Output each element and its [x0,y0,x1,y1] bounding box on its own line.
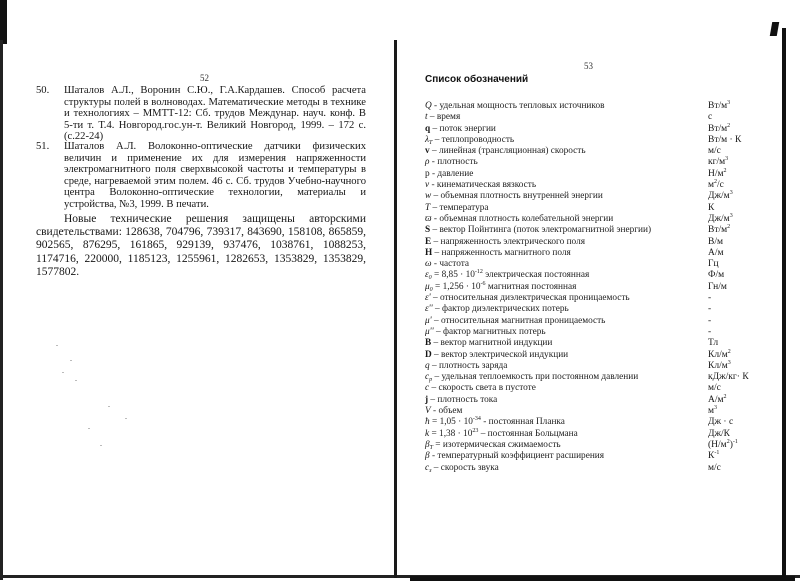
symbol: μ'' [425,326,434,337]
symbol-description: вектор Пойнтинга (поток электромагнитной энергии) [439,225,652,236]
symbol-unit: $м^2/с$ [708,179,724,191]
separator: – [429,146,439,157]
symbol-row [425,383,755,394]
symbol-row [425,112,755,123]
symbol-description: плотность заряда [438,360,508,371]
symbol-subscript: 0 [428,275,432,282]
symbol: $c_p$ [425,372,433,384]
symbol: E [425,236,432,247]
symbol-row [425,372,755,383]
symbols-list [425,101,755,474]
symbol-unit: Вт/м · К [708,134,742,145]
separator: – [432,304,442,315]
separator: – [431,315,441,326]
symbol-unit: $Дж/м^3$ [708,212,733,224]
symbol: ħ [425,417,430,428]
left-page [0,0,394,584]
scan-speck [88,428,90,429]
symbol-unit: кДж/кг· К [708,372,749,383]
patents-paragraph [36,213,366,279]
scan-speck [108,406,110,407]
unit-exponent: 2 [727,348,731,355]
symbol-unit: - [708,304,712,315]
symbol: j [425,394,429,405]
symbol-unit: - [708,315,712,326]
symbol-description: скорость света в пустоте [438,383,536,394]
symbol-description: изотермическая сжимаемость [442,439,561,450]
symbol-unit: м/с [708,146,721,157]
symbol-value: 1,38 · 10 [439,428,473,439]
symbol-unit: $К^{-1}$ [708,450,720,462]
scan-speck [70,360,72,361]
symbol-description: поток энергии [439,123,496,134]
symbol: v [425,146,430,157]
symbol-row [425,214,755,225]
scan-edge-right [782,28,786,578]
scan-speck [56,345,58,346]
symbol: S [425,225,431,236]
separator: - [429,168,438,179]
separator: – [431,349,442,360]
symbol-row [425,124,755,135]
symbol: $\varepsilon_0$ [425,270,432,282]
symbol-description: скорость звука [440,462,499,473]
separator: - [429,157,438,168]
symbol-description: вектор магнитной индукции [440,338,553,349]
symbol-unit: $кг/м^3$ [708,156,729,168]
symbol: w [425,191,432,202]
separator: – [431,236,441,247]
symbol-unit: $А/м^2$ [708,393,727,405]
symbol-description: кинематическая вязкость [436,180,537,191]
scan-speck [75,380,77,381]
symbol-value: 8,85 · 10 [441,270,475,281]
symbol-unit: $Вт/м^3$ [708,100,731,111]
symbol-row [425,440,755,451]
symbol-description: напряженность электрического поля [440,236,585,247]
symbol-unit: $Кл/м^2$ [708,348,731,360]
page-number: 53 [584,61,593,71]
separator: – [429,360,439,371]
separator: = [429,417,440,428]
reference-number: 50. [36,85,50,96]
symbol-unit: - [708,293,712,304]
symbol-description: температура [439,202,489,213]
symbol: $\mu_0$ [425,281,433,293]
scan-speck [62,372,64,373]
symbol-value: 1,05 · 10 [439,417,473,428]
symbol-unit: $Дж/м^3$ [708,190,733,202]
symbol: c [425,383,430,394]
symbol-description: – постоянная Больцмана [480,428,578,439]
symbol-row [425,157,755,168]
symbol-row [425,146,755,157]
separator: – [430,293,440,304]
symbol-unit: $м^3$ [708,405,718,417]
symbol-unit: А/м [708,247,724,258]
unit-exponent: 2 [723,167,727,174]
symbol-row [425,316,755,327]
symbol-description: фактор диэлектрических потерь [441,304,569,315]
symbol-description: относительная диэлектрическая проницаемость [439,293,630,304]
symbol: B [425,338,432,349]
symbol-description: - постоянная Планка [483,417,565,428]
symbol: H [425,247,433,258]
unit-exponent: 3 [729,212,733,219]
unit-exponent: -1 [732,438,738,445]
symbol-row [425,282,755,293]
symbol: p [425,168,430,179]
symbol: q [425,123,431,134]
section-title: Список обозначений [425,74,529,85]
symbol-unit: Дж · с [708,417,734,428]
symbol-row [425,338,755,349]
unit-exponent: 3 [725,156,729,163]
separator: – [428,394,438,405]
reference-item [36,141,366,211]
reference-number: 51. [36,141,50,152]
symbol-description: напряженность магнитного поля [441,247,571,258]
symbol: T [425,202,431,213]
symbol-row [425,350,755,361]
reference-item [36,85,366,143]
symbol-row [425,203,755,214]
symbol-subscript: 0 [429,286,433,293]
symbol-unit: $Вт/м^2$ [708,224,731,236]
symbol-row [425,304,755,315]
symbol-unit: м/с [708,383,721,394]
separator: - [430,406,439,417]
symbol-description: время [436,112,461,123]
symbol: V [425,406,431,417]
symbol-row [425,395,755,406]
symbol-description: объемная плотность внутренней энергии [440,191,603,202]
separator: – [430,225,440,236]
symbol: ϖ [425,213,432,224]
symbol-row [425,327,755,338]
symbol-unit: Тл [708,338,719,349]
symbol: $\beta_T$ [425,439,433,451]
separator: – [430,123,440,134]
symbol-description: удельная мощность тепловых источников [439,101,605,111]
separator: – [431,338,441,349]
symbol-description: линейная (трансляционная) скорость [438,146,586,157]
symbol: Q [425,101,432,111]
symbol-row [425,101,755,112]
symbol-unit: - [708,326,712,337]
symbol-unit: $Н/м^2$ [708,167,727,179]
symbol-value-exponent: 23 [472,427,479,434]
symbol: $\lambda_T$ [425,134,433,146]
separator: - [429,451,438,462]
symbol-value-exponent: -6 [480,280,486,287]
symbol-description: относительная магнитная проницаемость [440,315,606,326]
unit-exponent: 2 [714,179,718,186]
symbol-description: магнитная постоянная [487,281,577,292]
symbol: t [425,112,428,123]
unit-exponent: 2 [727,122,731,129]
symbol-unit: К [708,202,715,213]
symbol-row [425,293,755,304]
symbol-subscript: T [429,444,433,451]
symbol-subscript: T [429,139,433,146]
symbol-row [425,225,755,236]
symbol-subscript: p [429,377,433,384]
symbol: ω [425,259,432,270]
symbol-description: плотность [437,157,478,168]
patents-text: Новые технические решения защищены авторскими свидетельствами: 128638, 704796, 739317, 843690, 158108, 865859, 902565, 876295, 161865, 929139, 937476, 1038761, 1088253, 1174716, 220000, 1185123, 1255961, 1282653, 1353829, 1353829, 1577802. [36,213,366,278]
separator: – [427,112,437,123]
separator: = [431,270,442,281]
symbol-unit: $Кл/м^3$ [708,359,731,371]
symbol-value-exponent: -34 [472,416,481,423]
symbol-description: давление [437,168,474,179]
symbol-value-exponent: -12 [474,269,483,276]
scan-speck [125,418,127,419]
symbol-unit: Гн/м [708,281,727,292]
symbol-description: температурный коэффициент расширения [437,451,605,462]
reference-text: Шаталов А.Л. Волоконно-оптические датчики физических величин и применение их для измерения напряженности электромагнитного поля сверхвысокой частоты и температуры в среде, нагреваемой этим полем. 46 с. Сб. трудов Учебно-научного центра Волоконно-оптические технологии, материалы и устройства, №3, 1999. В печати. [64,141,366,210]
symbol-unit: с [708,112,713,123]
unit-exponent: 2 [726,438,730,445]
symbol-unit: В/м [708,236,723,247]
separator: – [430,202,440,213]
symbol-description: электрическая постоянная [485,270,590,281]
symbol-description: удельная теплоемкость при постоянном давлении [441,372,639,383]
symbol-unit: м/с [708,462,721,473]
separator: – [431,191,441,202]
symbol-unit: Гц [708,259,719,270]
symbol-unit: Дж/К [708,428,731,439]
symbol-row [425,429,755,440]
symbol: ρ [425,157,430,168]
separator: = [429,428,440,439]
unit-exponent: 3 [727,359,731,366]
separator: = [432,439,443,450]
symbol: $c_з$ [425,462,432,474]
unit-exponent: 3 [714,405,718,412]
scan-speck [100,445,102,446]
page-number: 52 [200,73,209,83]
separator: - [431,213,440,224]
symbol-unit: $Вт/м^2$ [708,122,731,134]
separator: - [431,259,440,270]
symbol: ν [425,180,430,191]
symbol-description: теплопроводность [441,134,515,145]
symbol-description: объемная плотность колебательной энергии [439,213,614,224]
symbol: μ' [425,315,432,326]
symbol-description: вектор электрической индукции [441,349,569,360]
separator: - [431,101,440,111]
symbol: ε' [425,293,431,304]
symbol-description: частота [439,259,470,270]
separator: – [432,372,442,383]
separator: – [432,134,442,145]
symbol-row [425,463,755,474]
unit-exponent: 2 [727,224,731,231]
symbol: ε'' [425,304,433,315]
unit-exponent: 3 [729,190,733,197]
separator: – [429,383,439,394]
symbol-row [425,237,755,248]
unit-exponent: 2 [723,393,727,400]
symbol-row [425,248,755,259]
reference-text: Шаталов А.Л., Воронин С.Ю., Г.А.Кардашев. Способ расчета структуры полей в волноводах. Математические методы в технике и технологиях – ММТТ-12: Сб. трудов Междунар. науч. конф. В 5-ти т. Т.4. Новгород.гос.ун-т. Великий Новгород, 1999. – 172 с. (с.22-24) [64,85,366,143]
symbol: D [425,349,432,360]
symbol: β [425,451,430,462]
unit-exponent: 3 [727,100,731,106]
symbol-row [425,135,755,146]
separator: - [429,180,437,191]
symbol-row [425,270,755,281]
symbol-unit: $(Н/м^2)^{-1}$ [708,438,738,450]
symbol-row [425,451,755,462]
unit-exponent: -1 [714,450,720,457]
symbol: q [425,360,430,371]
symbol-row [425,180,755,191]
separator: – [432,247,442,258]
symbol-row [425,361,755,372]
separator: – [433,326,443,337]
symbol-description: объем [438,406,463,417]
symbol: k [425,428,430,439]
symbol-value: 1,256 · 10 [442,281,481,292]
symbol-row [425,191,755,202]
symbol-row [425,169,755,180]
symbol-subscript: з [429,467,432,474]
symbol-unit: Ф/м [708,270,725,281]
symbol-description: плотность тока [437,394,498,405]
separator: – [431,462,441,473]
separator: = [432,281,443,292]
symbol-description: фактор магнитных потерь [442,326,546,337]
